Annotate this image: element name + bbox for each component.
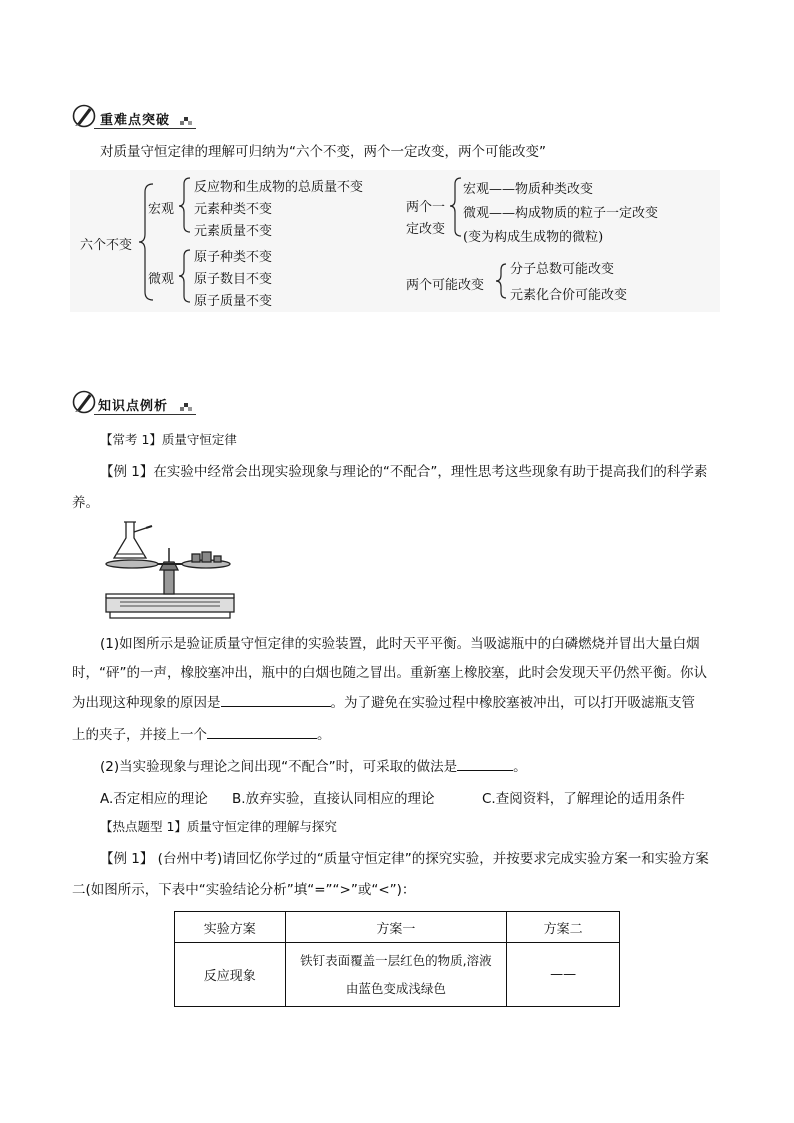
table-header-row [175, 912, 620, 943]
table-header-cell: 方案一 [285, 912, 507, 943]
option-b: B.放弃实验，直接认同相应的理论 [232, 791, 435, 807]
table-header-cell: 实验方案 [175, 912, 286, 943]
question-2-line [100, 754, 527, 781]
question-1-text: 为出现这种现象的原因是 [72, 695, 221, 711]
macro-item: 反应物和生成物的总质量不变 [194, 180, 364, 195]
question-1-text: 。为了避免在实验过程中橡胶塞被冲出，可以打开吸滤瓶支管 [330, 695, 695, 711]
section-title: 重难点突破 [100, 113, 171, 128]
option-c: C.查阅资料，了解理论的适用条件 [482, 791, 685, 807]
intro-text: 对质量守恒定律的理解可归纳为“六个不变，两个一定改变，两个可能改变” [100, 144, 546, 160]
question-1-text: 。 [317, 727, 331, 743]
example-heading: 二(如图所示，下表中“实验结论分析”填“=”“>”或“<”)： [72, 882, 416, 898]
question-1-line [72, 690, 695, 717]
summary-diagram [70, 170, 720, 312]
table-cell [285, 943, 507, 1007]
answer-blank[interactable] [457, 756, 513, 771]
table-row [175, 943, 620, 1007]
diagram-root-label: 六个不变 [80, 238, 133, 253]
question-1-text: 时，“砰”的一声，橡胶塞冲出，瓶中的白烟也随之冒出。重新塞上橡胶塞，此时会发现天平仍然平衡。你认 [72, 665, 707, 681]
table-cell-line: 由蓝色变成浅绿色 [345, 980, 446, 996]
table-cell: —— [507, 943, 620, 1007]
section-rule [94, 414, 196, 415]
balance-apparatus-figure [100, 518, 240, 620]
question-1-line [72, 722, 331, 749]
macro-item: 元素质量不变 [194, 224, 273, 239]
table-header-cell: 方案二 [507, 912, 620, 943]
section-header-key-points [72, 104, 192, 132]
decor-squares-icon [180, 116, 192, 126]
may-change-item: 元素化合价可能改变 [510, 288, 628, 303]
decor-squares-icon [180, 402, 192, 412]
table-cell: 反应现象 [175, 943, 286, 1007]
question-2-text: (2)当实验现象与理论之间出现“不配合”时，可采取的做法是 [100, 759, 458, 775]
table-cell-line: 铁钉表面覆盖一层红色的物质,溶液 [300, 952, 492, 968]
micro-label: 微观 [148, 272, 175, 287]
answer-blank[interactable] [207, 724, 317, 739]
experiment-table [174, 911, 620, 1007]
must-change-item: (变为构成生成物的微粒) [463, 230, 604, 245]
question-1-text: (1)如图所示是验证质量守恒定律的实验装置，此时天平平衡。当吸滤瓶中的白磷燃烧并冒出大量白烟 [100, 636, 700, 652]
section-header-examples [72, 390, 192, 418]
may-change-label: 两个可能改变 [406, 278, 485, 293]
may-change-item: 分子总数可能改变 [510, 262, 615, 277]
example-tag: 【热点题型 1】质量守恒定律的理解与探究 [100, 819, 337, 834]
must-change-item: 宏观——物质种类改变 [463, 182, 594, 197]
question-1-text: 上的夹子，并接上一个 [72, 727, 207, 743]
must-change-label: 定改变 [406, 222, 446, 237]
micro-item: 原子种类不变 [194, 250, 273, 265]
answer-blank[interactable] [221, 692, 331, 707]
question-2-text: 。 [513, 759, 527, 775]
macro-item: 元素种类不变 [194, 202, 273, 217]
example-heading: 养。 [72, 495, 99, 511]
micro-item: 原子质量不变 [194, 294, 273, 309]
section-rule [94, 128, 196, 129]
pen-circle-icon [72, 104, 96, 128]
option-a: A.否定相应的理论 [100, 791, 208, 807]
example-heading: 【例 1】在实验中经常会出现实验现象与理论的“不配合”，理性思考这些现象有助于提高我们的科学素 [100, 464, 708, 480]
macro-label: 宏观 [148, 202, 175, 217]
example-heading: 【例 1】 (台州中考)请回忆你学过的“质量守恒定律”的探究实验，并按要求完成实验方案一和实验方案 [100, 851, 709, 867]
must-change-item: 微观——构成物质的粒子一定改变 [463, 206, 659, 221]
micro-item: 原子数目不变 [194, 272, 273, 287]
must-change-label: 两个一 [406, 200, 446, 215]
pen-circle-icon [72, 390, 96, 414]
section-title: 知识点例析 [98, 399, 169, 414]
example-tag: 【常考 1】质量守恒定律 [100, 432, 237, 447]
